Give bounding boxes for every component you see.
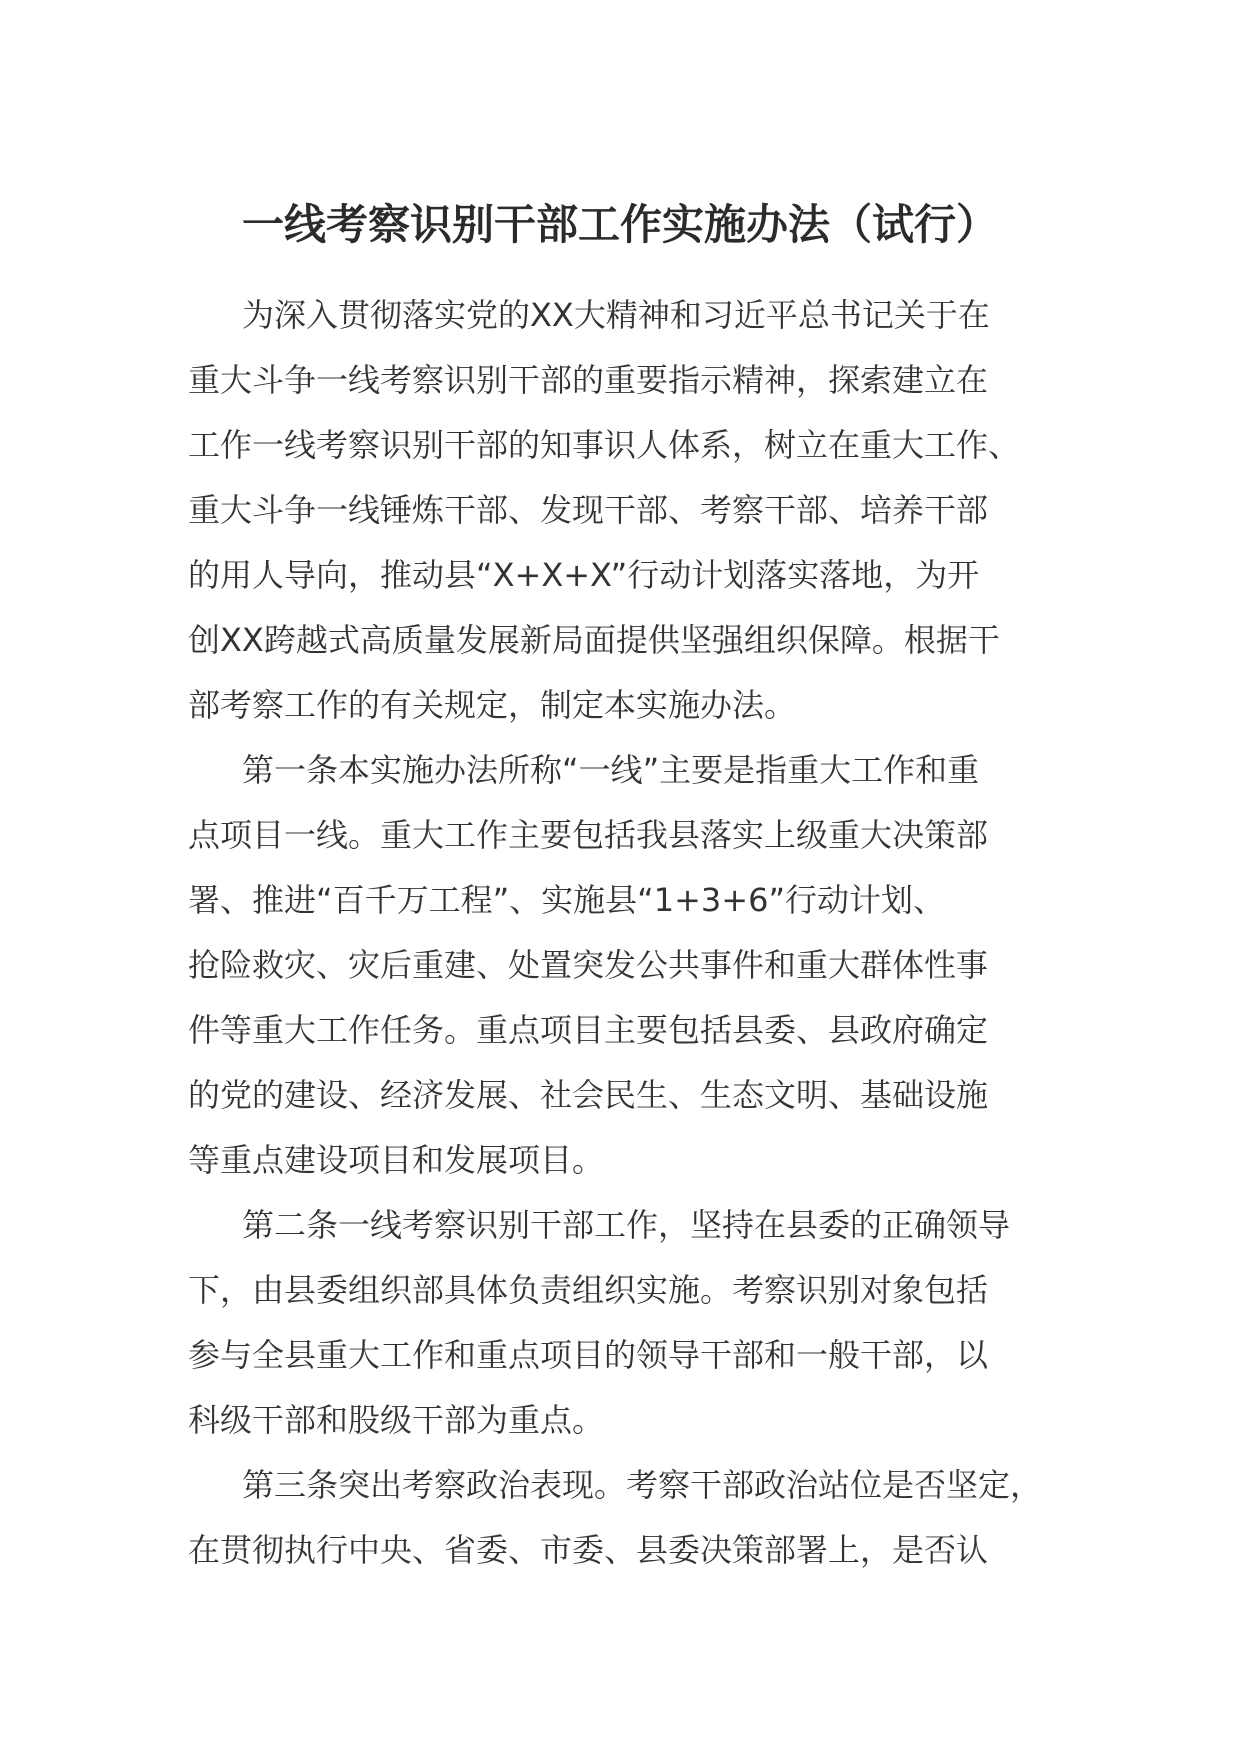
text-line: 等重点建设项目和发展项目。	[188, 1141, 605, 1179]
text-line: 点项目一线。重大工作主要包括我县落实上级重大决策部	[188, 816, 989, 854]
text-line: 下，由县委组织部具体负责组织实施。考察识别对象包括	[188, 1271, 989, 1309]
text-line: 科级干部和股级干部为重点。	[188, 1401, 605, 1439]
document-title: 一线考察识别干部工作实施办法（试行）	[241, 200, 998, 249]
text-line: 第三条突出考察政治表现。考察干部政治站位是否坚定，	[242, 1466, 1043, 1504]
paragraph-article-3	[188, 1453, 1068, 1583]
text-line: 重大斗争一线考察识别干部的重要指示精神，探索建立在	[188, 361, 989, 399]
text-line: 件等重大工作任务。重点项目主要包括县委、县政府确定	[188, 1011, 989, 1049]
text-line: 的党的建设、经济发展、社会民生、生态文明、基础设施	[188, 1076, 989, 1114]
text-line: 工作一线考察识别干部的知事识人体系，树立在重大工作、	[188, 426, 1021, 464]
text-line: 第二条一线考察识别干部工作，坚持在县委的正确领导	[242, 1206, 1011, 1244]
text-line: 第一条本实施办法所称“一线”主要是指重大工作和重	[242, 751, 980, 789]
text-line: 的用人导向，推动县“X+X+X”行动计划落实落地，为开	[188, 556, 980, 594]
text-line: 署、推进“百千万工程”、实施县“1+3+6”行动计划、	[188, 881, 946, 919]
paragraph-preamble	[188, 283, 1068, 738]
text-line: 为深入贯彻落实党的XX大精神和习近平总书记关于在	[242, 296, 990, 334]
paragraph-article-2	[188, 1193, 1068, 1453]
text-line: 创XX跨越式高质量发展新局面提供坚强组织保障。根据干	[188, 621, 1000, 659]
text-line: 抢险救灾、灾后重建、处置突发公共事件和重大群体性事	[188, 946, 989, 984]
text-line: 在贯彻执行中央、省委、市委、县委决策部署上，是否认	[188, 1531, 989, 1569]
document-body	[188, 283, 1068, 1583]
text-line: 重大斗争一线锤炼干部、发现干部、考察干部、培养干部	[188, 491, 989, 529]
text-line: 参与全县重大工作和重点项目的领导干部和一般干部，以	[188, 1336, 989, 1374]
paragraph-article-1	[188, 738, 1068, 1193]
text-line: 部考察工作的有关规定，制定本实施办法。	[188, 686, 797, 724]
